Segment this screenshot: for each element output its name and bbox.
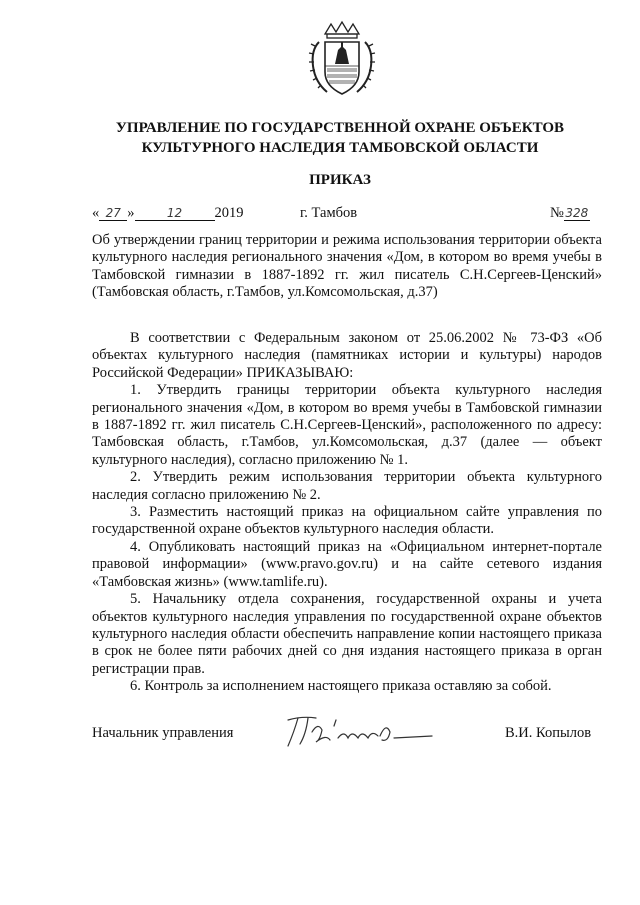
order-subject: Об утверждении границ территории и режима использования территории объекта культурного наследия регионального значения «Дом, в котором во время учебы в Тамбовской гимназии в 1887-1892 гг. жил писатель С.Н.Сергеев-Ценский» (Тамбовская область, г.Тамбов, ул.Комсомольская, д.37): [92, 232, 602, 301]
order-body: [92, 330, 602, 696]
order-item-4: 4. Опубликовать настоящий приказ на «Официальном интернет-портале правовой информации» (www.pravo.gov.ru) и на сайте сетевого издания «Тамбовская жизнь» (www.tamlife.ru).: [92, 538, 602, 590]
handwritten-signature-icon: [282, 712, 442, 756]
order-item-5: 5. Начальнику отдела сохранения, государственной охраны и учета объектов культурного наследия управления по государственной охране объектов культурного наследия области обеспечить направление копии настоящего приказа в срок не более пяти рабочих дней со дня издания настоящего приказа в орган регистрации прав.: [92, 591, 602, 677]
signatory-position: Начальник управления: [92, 725, 234, 741]
order-date: [92, 205, 244, 222]
order-number-prefix: №: [550, 205, 564, 221]
tambov-coat-of-arms-icon: [305, 20, 379, 102]
organization-title-line-1: УПРАВЛЕНИЕ ПО ГОСУДАРСТВЕННОЙ ОХРАНЕ ОБЪЕКТОВ: [115, 120, 565, 136]
organization-title: [60, 118, 620, 158]
preamble-paragraph: В соответствии с Федеральным законом от 25.06.2002 № 73-ФЗ «Об объектах культурного наследия (памятниках истории и культуры) народов Российской Федерации» ПРИКАЗЫВАЮ:: [92, 330, 602, 381]
order-number-value: 328: [565, 206, 589, 220]
order-item-3: 3. Разместить настоящий приказ на официальном сайте управления по государственной охране объектов культурного наследия области.: [92, 504, 602, 538]
order-day: 27: [99, 206, 127, 221]
signatory-name: В.И. Копылов: [505, 725, 592, 741]
order-month: 12: [135, 206, 215, 221]
order-city: г. Тамбов: [300, 205, 358, 221]
order-item-6: 6. Контроль за исполнением настоящего приказа оставляю за собой.: [130, 678, 552, 695]
order-item-2: 2. Утвердить режим использования территории объекта культурного наследия согласно приложению № 2.: [92, 469, 602, 503]
order-item-1: 1. Утвердить границы территории объекта культурного наследия регионального значения «Дом, в котором во время учебы в Тамбовской гимназии в 1887-1892 гг. жил писатель С.Н.Сергеев-Ценский», расположенного по адресу: Тамбовская область, г.Тамбов, ул.Комсомольская, д.37 (далее — объект культурного наследия), согласно приложению № 1.: [92, 382, 602, 468]
order-year: 2019: [214, 205, 244, 221]
organization-title-line-2: КУЛЬТУРНОГО НАСЛЕДИЯ ТАМБОВСКОЙ ОБЛАСТИ: [141, 140, 539, 156]
document-type-heading: ПРИКАЗ: [309, 172, 371, 188]
date-quote-close: »: [127, 205, 135, 221]
date-quote-open: «: [92, 205, 100, 221]
order-number: [550, 205, 590, 222]
